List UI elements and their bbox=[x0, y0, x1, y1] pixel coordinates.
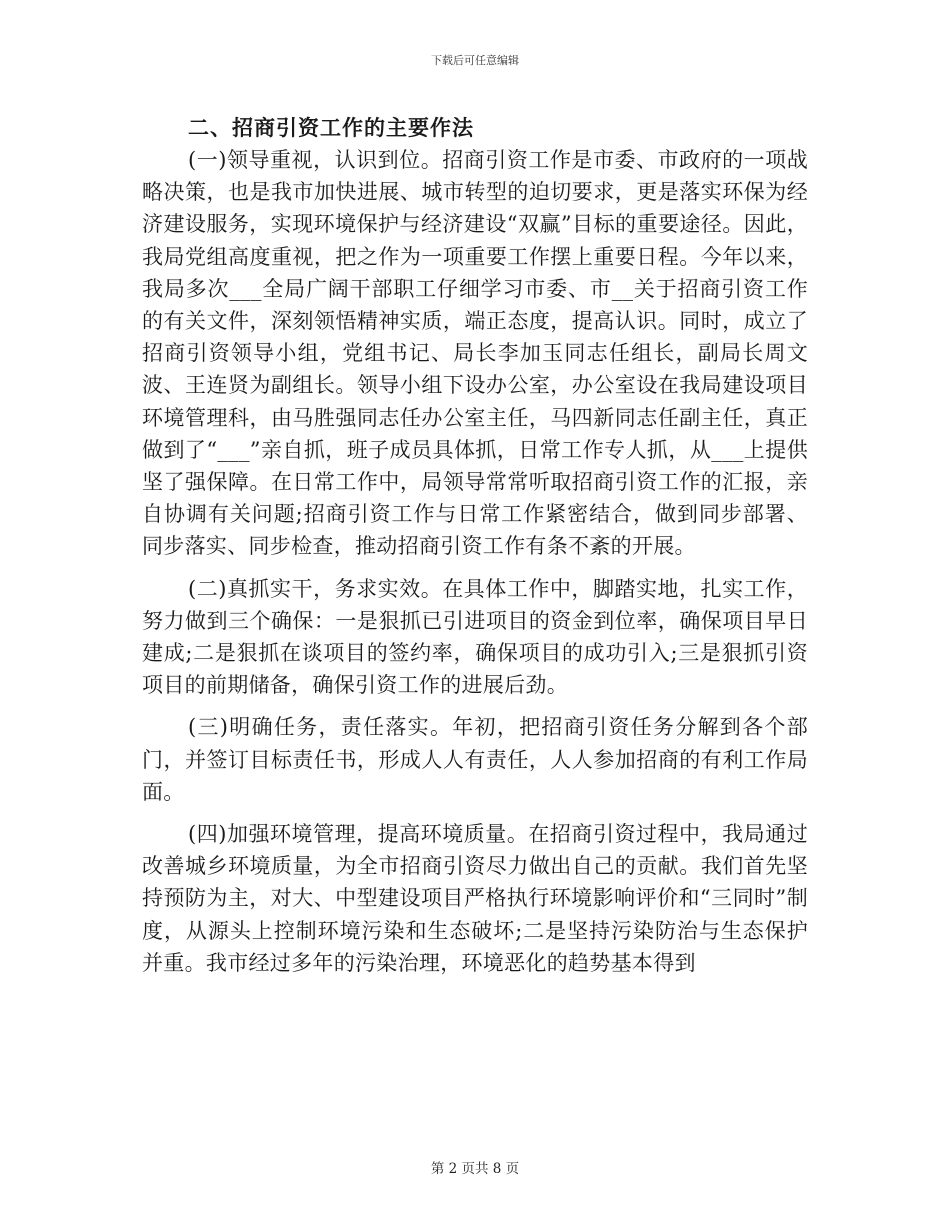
paragraph-1: (一)领导重视，认识到位。招商引资工作是市委、市政府的一项战略决策，也是我市加快进展、城市转型的迫切要求，更是落实环保为经济建设服务，实现环境保护与经济建设“双赢”目标的重要途径。因此，我局党组高度重视，把之作为一项重要工作摆上重要日程。今年以来，我局多次___全局广阔干部职工仔细学习市委、市__关于招商引资工作的有关文件，深刻领悟精神实质，端正态度，提高认识。同时，成立了招商引资领导小组，党组书记、局长李加玉同志任组长，副局长周文波、王连贤为副组长。领导小组下设办公室，办公室设在我局建设项目环境管理科，由马胜强同志任办公室主任，马四新同志任副主任，真正做到了“___”亲自抓，班子成员具体抓，日常工作专人抓，从___上提供坚了强保障。在日常工作中，局领导常常听取招商引资工作的汇报，亲自协调有关问题;招商引资工作与日常工作紧密结合，做到同步部署、同步落实、同步检查，推动招商引资工作有条不紊的开展。 bbox=[142, 148, 809, 559]
paragraph-3: (三)明确任务，责任落实。年初，把招商引资任务分解到各个部门，并签订目标责任书，形成人人有责任，人人参加招商的有利工作局面。 bbox=[142, 715, 808, 804]
page-header: 下载后可任意编辑 bbox=[431, 54, 519, 67]
paragraph-2: (二)真抓实干，务求实效。在具体工作中，脚踏实地，扎实工作，努力做到三个确保：一是狠抓已引进项目的资金到位率，确保项目早日建成;二是狠抓在谈项目的签约率，确保项目的成功引入;三是狠抓引资项目的前期储备，确保引资工作的进展后劲。 bbox=[142, 576, 808, 698]
section-heading: 二、招商引资工作的主要作法 bbox=[188, 115, 474, 140]
document-body bbox=[142, 112, 808, 979]
page-footer: 第 2 页共 8 页 bbox=[430, 1161, 520, 1177]
paragraph-4: (四)加强环境管理，提高环境质量。在招商引资过程中，我局通过改善城乡环境质量，为全市招商引资尽力做出自己的贡献。我们首先坚持预防为主，对大、中型建设项目严格执行环境影响评价和“三同时”制度，从源头上控制环境污染和生态破坏;二是坚持污染防治与生态保护并重。我市经过多年的污染治理，环境恶化的趋势基本得到 bbox=[142, 822, 808, 975]
